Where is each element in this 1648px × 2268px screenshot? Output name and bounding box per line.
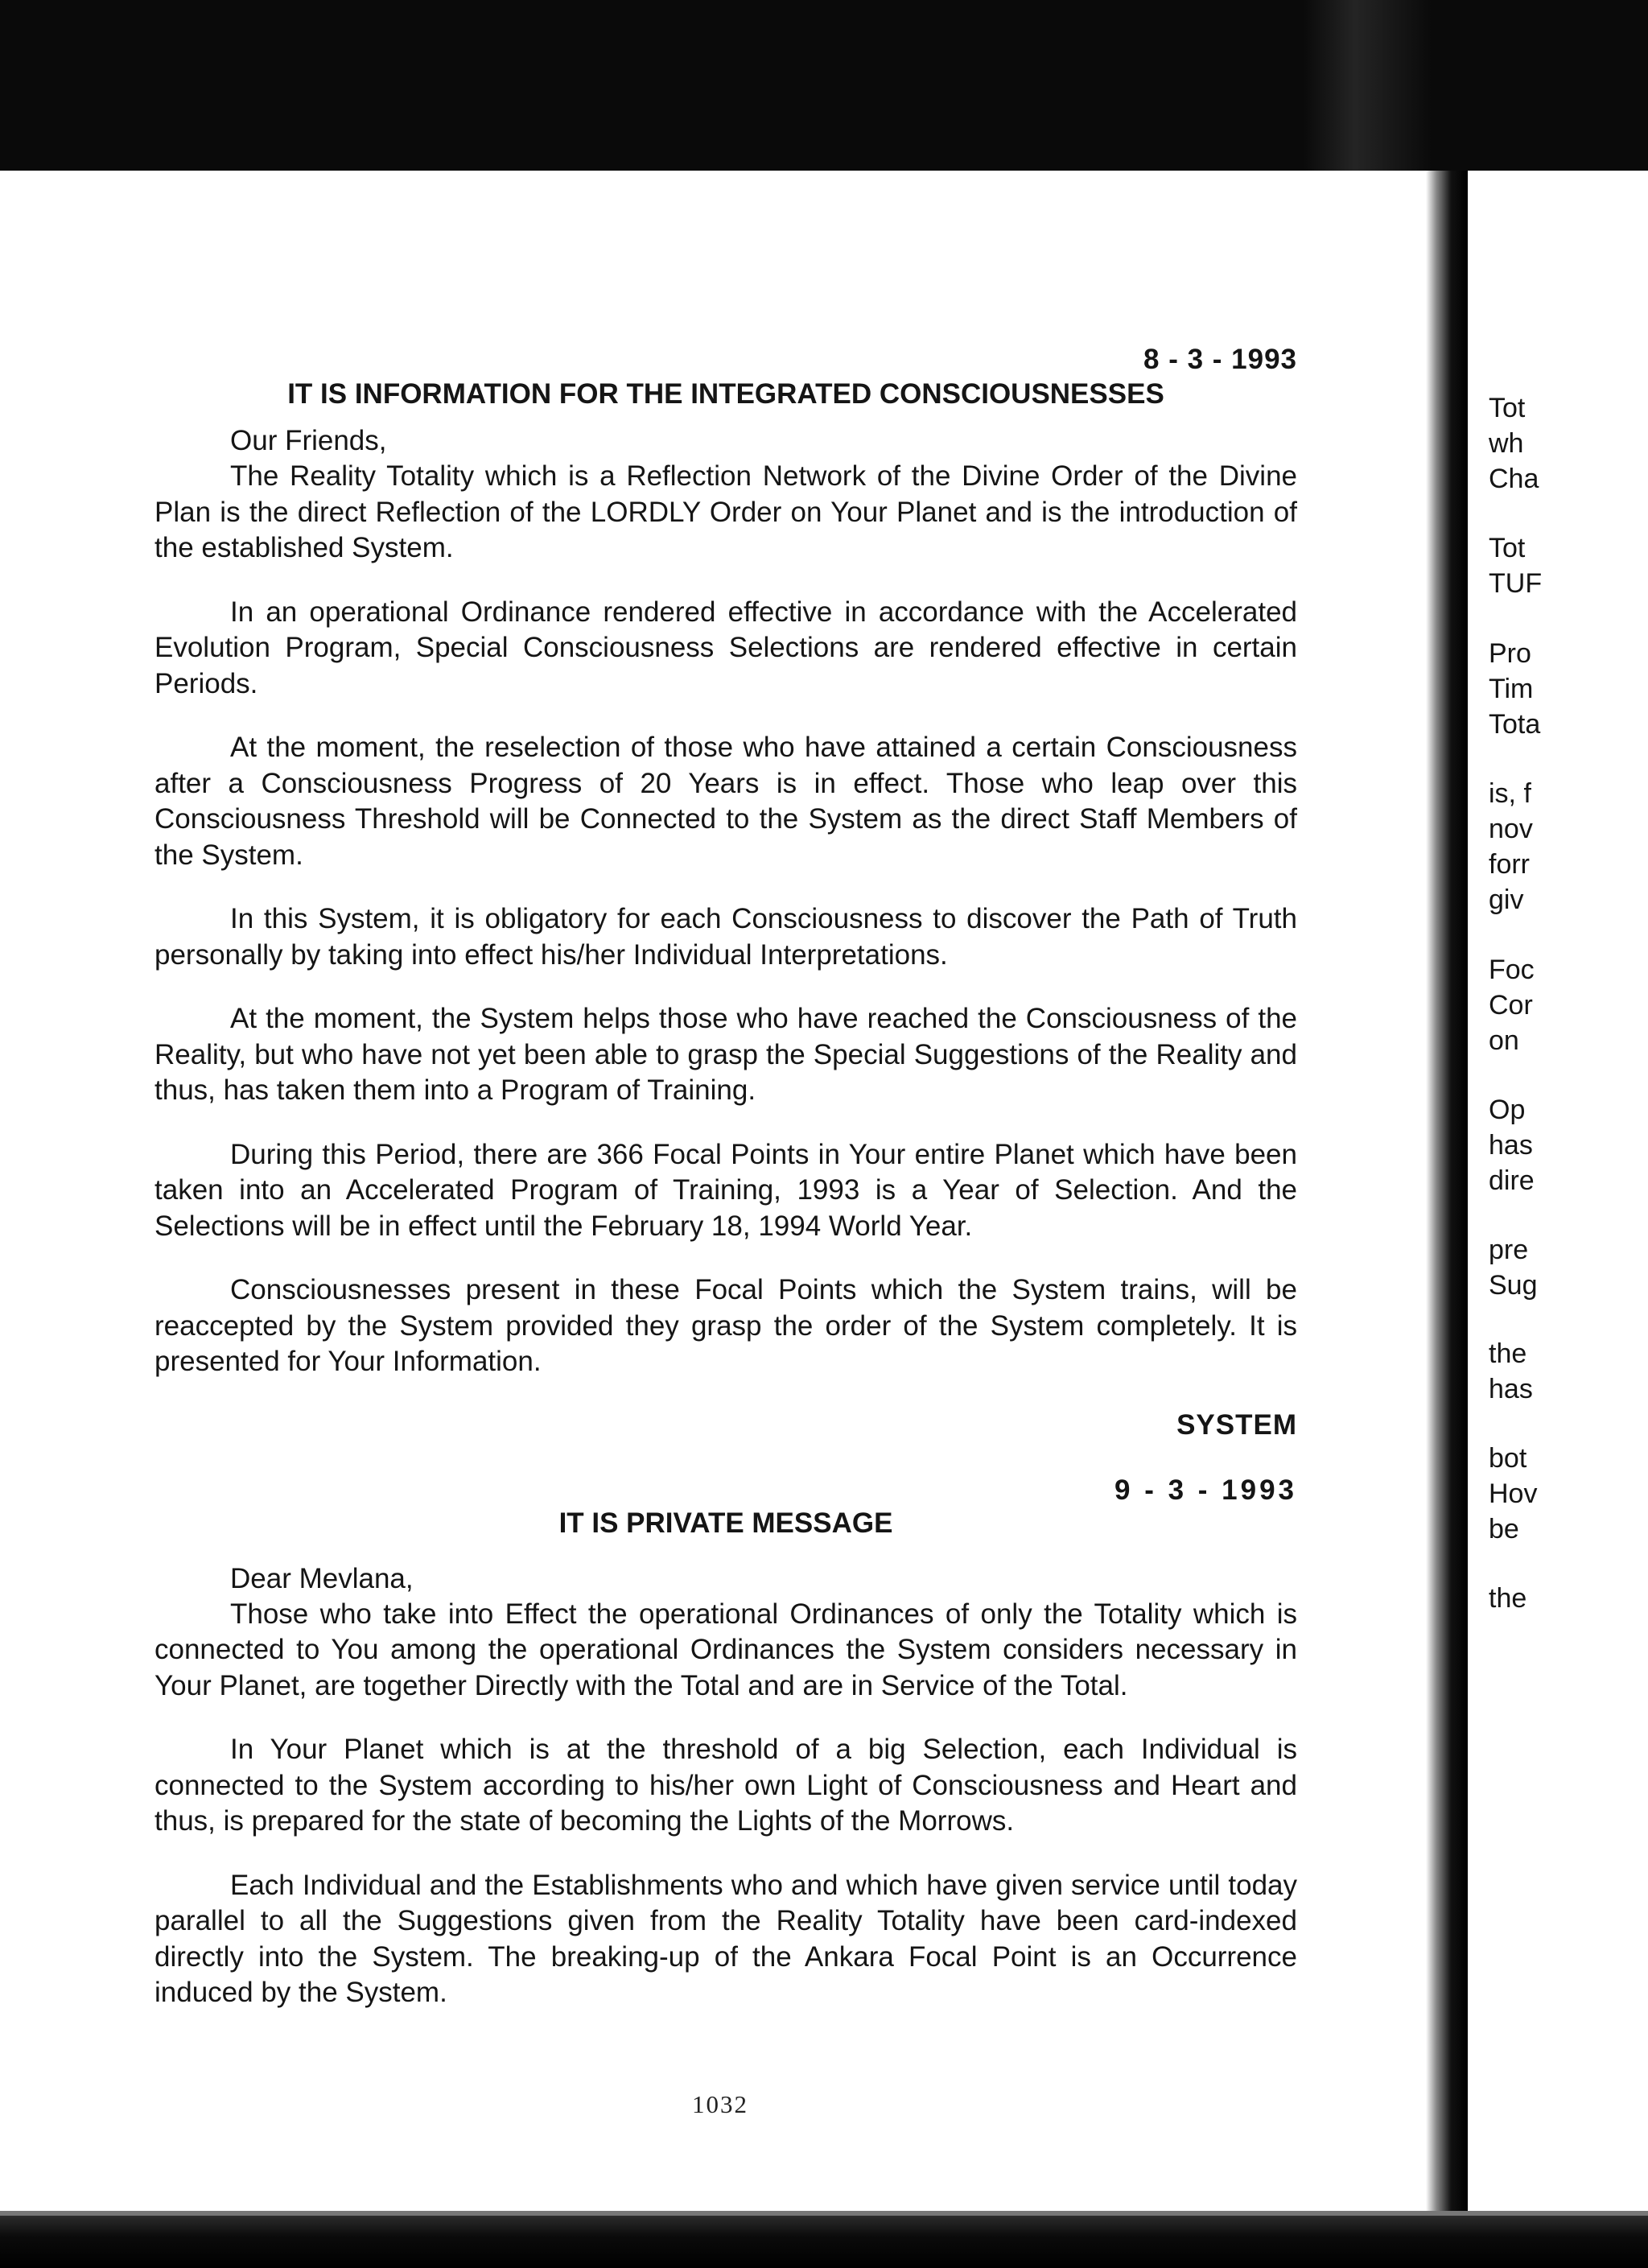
facing-page-fragment: bot (1489, 1443, 1527, 1474)
facing-page-fragment: has (1489, 1130, 1533, 1161)
facing-page-fragment: wh (1489, 428, 1524, 459)
left-page-text (154, 342, 1297, 2011)
section2-paragraph: Each Individual and the Establishments who and which have given service until today parallel to all the Suggestions given from the Reality Totality have been card-indexed directly into the System. The breaking-up of the Ankara Focal Point is an Occurrence induced by the System. (154, 1869, 1297, 2008)
facing-page-fragment: on (1489, 1025, 1519, 1056)
section1-paragraph: At the moment, the reselection of those who have attained a certain Consciousness after a Consciousness Progress of 20 Years is in effect. Those who leap over this Consciousness Threshold will be Connected to the System as the direct Staff Members of the System. (154, 732, 1297, 871)
section1-paragraph: In an operational Ordinance rendered effective in accordance with the Accelerated Evolution Program, Special Consciousness Selections are rendered effective in certain Periods. (154, 596, 1297, 699)
facing-page-fragment: Op (1489, 1095, 1526, 1125)
facing-page-fragment: Tota (1489, 709, 1541, 740)
section1-paragraph: Consciousnesses present in these Focal Points which the System trains, will be reaccepted by the System provided they grasp the order of the System completely. It is presented for Your Information. (154, 1274, 1297, 1377)
facing-page-fragment: nov (1489, 814, 1533, 844)
section1-date: 8 - 3 - 1993 (1143, 344, 1297, 375)
section2-date: 9 - 3 - 1993 (1114, 1474, 1297, 1506)
facing-page-fragment: is, f (1489, 778, 1531, 809)
facing-page-fragment: Hov (1489, 1478, 1538, 1509)
facing-page-fragment: Foc (1489, 955, 1535, 985)
facing-page-fragment: Cor (1489, 990, 1533, 1021)
section2-paragraph: Those who take into Effect the operational Ordinances of only the Totality which is connected to You among the operational Ordinances the System considers necessary in Your Planet, are together Directly with the Total and are in Service of the Total. (154, 1598, 1297, 1701)
section2-paragraph: In Your Planet which is at the threshold of a big Selection, each Individual is connected to the System according to his/her own Light of Consciousness and Heart and thus, is prepared for the state of becoming the Lights of the Morrows. (154, 1734, 1297, 1837)
scan-top-artifact (1304, 0, 1432, 171)
facing-page-fragment: has (1489, 1374, 1533, 1404)
facing-page-fragment: Tot (1489, 533, 1526, 563)
facing-page-fragment: Tim (1489, 674, 1534, 704)
section1-greeting: Our Friends, (230, 425, 387, 456)
facing-page-fragment: Tot (1489, 393, 1526, 423)
facing-page-fragment: forr (1489, 849, 1530, 880)
scan-bottom-border (0, 2211, 1648, 2268)
section1-paragraph: In this System, it is obligatory for each Consciousness to discover the Path of Truth personally by taking into effect his/her Individual Interpretations. (154, 903, 1297, 971)
section1-paragraph: At the moment, the System helps those who have reached the Consciousness of the Reality, but who have not yet been able to grasp the Special Suggestions of the Reality and thus, has taken them into a Program of Training. (154, 1003, 1297, 1106)
facing-page-fragment: the (1489, 1338, 1527, 1369)
page-number: 1032 (692, 2090, 748, 2118)
section2-greeting: Dear Mevlana, (230, 1562, 414, 1594)
section1-paragraph: During this Period, there are 366 Focal Points in Your entire Planet which have been taken into an Accelerated Program of Training, 1993 is a Year of Selection. And the Selections will be in effect until the February 18, 1994 World Year. (154, 1138, 1297, 1242)
facing-page-fragment: giv (1489, 885, 1524, 915)
facing-page-fragment: Sug (1489, 1270, 1538, 1301)
section2-title: IT IS PRIVATE MESSAGE (558, 1507, 893, 1539)
section1-signature: SYSTEM (1176, 1408, 1297, 1441)
facing-page-fragment: Cha (1489, 464, 1539, 494)
facing-page-fragment: dire (1489, 1165, 1535, 1196)
facing-page-fragment: TUF (1489, 568, 1543, 599)
facing-page-fragment: the (1489, 1583, 1527, 1614)
facing-page-fragment: be (1489, 1514, 1519, 1544)
section1-paragraph: The Reality Totality which is a Reflection Network of the Divine Order of the Divine Plan is the direct Reflection of the LORDLY Order on Your Planet and is the introduction of the established System. (154, 460, 1297, 563)
section1-title: IT IS INFORMATION FOR THE INTEGRATED CONSCIOUSNESSES (287, 378, 1164, 410)
facing-page-fragment: Pro (1489, 638, 1531, 669)
book-gutter-shadow (1426, 171, 1468, 2211)
facing-page-fragment: pre (1489, 1235, 1529, 1265)
